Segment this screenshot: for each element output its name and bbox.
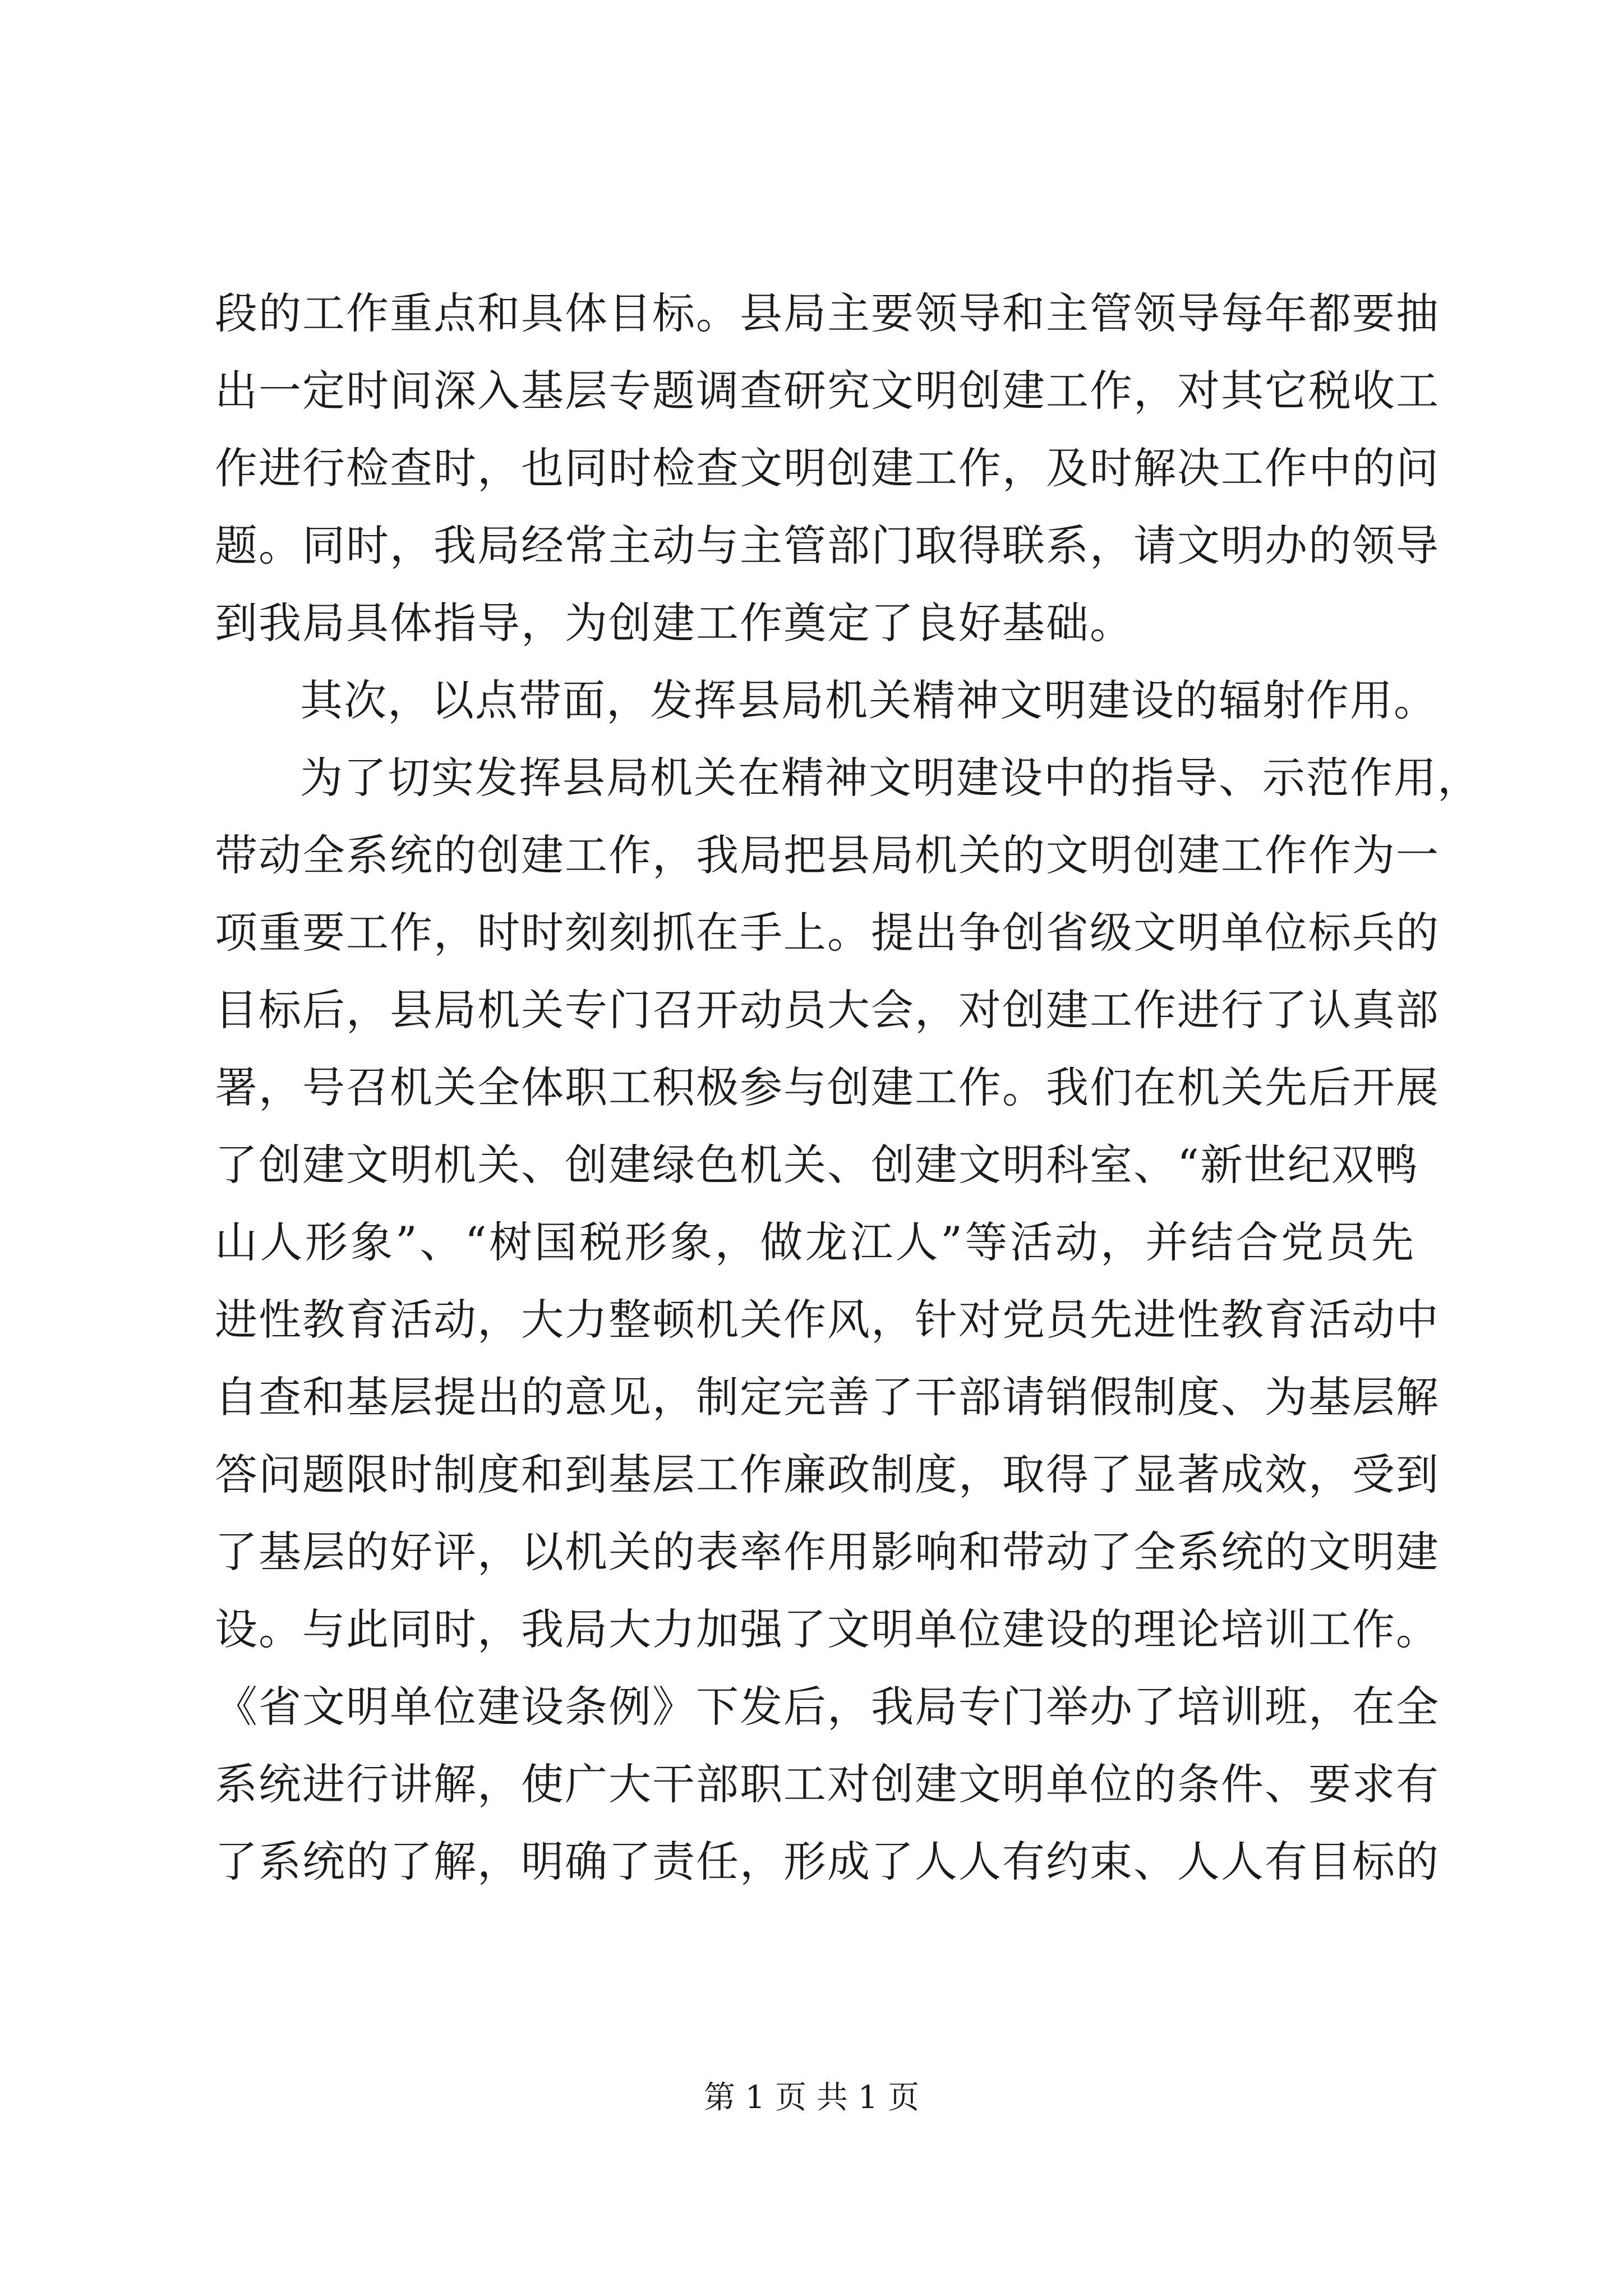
text-line: 项重要工作，时时刻刻抓在手上。提出争创省级文明单位标兵的 — [215, 908, 1440, 958]
text-line: 了基层的好评，以机关的表率作用影响和带动了全系统的文明建 — [215, 1527, 1440, 1577]
text-line: 作进行检查时，也同时检查文明创建工作，及时解决工作中的问 — [215, 443, 1440, 493]
document-body — [215, 275, 1481, 1901]
page-number-footer: 第 1 页 共 1 页 — [703, 2079, 920, 2116]
text-line: 带动全系统的创建工作，我局把县局机关的文明创建工作作为一 — [215, 830, 1440, 880]
text-line: 系统进行讲解，使广大干部职工对创建文明单位的条件、要求有 — [215, 1759, 1440, 1809]
text-line: 目标后，县局机关专门召开动员大会，对创建工作进行了认真部 — [215, 985, 1440, 1035]
text-line: 山人形象”、“树国税形象，做龙江人”等活动，并结合党员先 — [215, 1217, 1415, 1267]
text-line: 答问题限时制度和到基层工作廉政制度，取得了显著成效，受到 — [215, 1450, 1440, 1499]
text-line: 段的工作重点和具体目标。县局主要领导和主管领导每年都要抽 — [215, 288, 1440, 338]
text-line: 《省文明单位建设条例》下发后，我局专门举办了培训班，在全 — [215, 1682, 1440, 1732]
text-line: 为了切实发挥县局机关在精神文明建设中的指导、示范作用， — [300, 753, 1481, 803]
text-line: 题。同时，我局经常主动与主管部门取得联系，请文明办的领导 — [215, 521, 1440, 570]
text-line: 了系统的了解，明确了责任，形成了人人有约束、人人有目标的 — [215, 1837, 1440, 1887]
text-line: 进性教育活动，大力整顿机关作风，针对党员先进性教育活动中 — [215, 1295, 1440, 1345]
text-line: 到我局具体指导，为创建工作奠定了良好基础。 — [215, 598, 1133, 648]
text-line: 出一定时间深入基层专题调查研究文明创建工作，对其它税收工 — [215, 366, 1440, 416]
section-heading-line: 其次，以点带面，发挥县局机关精神文明建设的辐射作用。 — [300, 675, 1437, 725]
text-line: 设。与此同时，我局大力加强了文明单位建设的理论培训工作。 — [215, 1604, 1440, 1654]
text-line: 了创建文明机关、创建绿色机关、创建文明科室、“新世纪双鸭 — [215, 1140, 1419, 1190]
text-line: 自查和基层提出的意见，制定完善了干部请销假制度、为基层解 — [215, 1372, 1440, 1422]
text-line: 署，号召机关全体职工积极参与创建工作。我们在机关先后开展 — [215, 1062, 1440, 1112]
